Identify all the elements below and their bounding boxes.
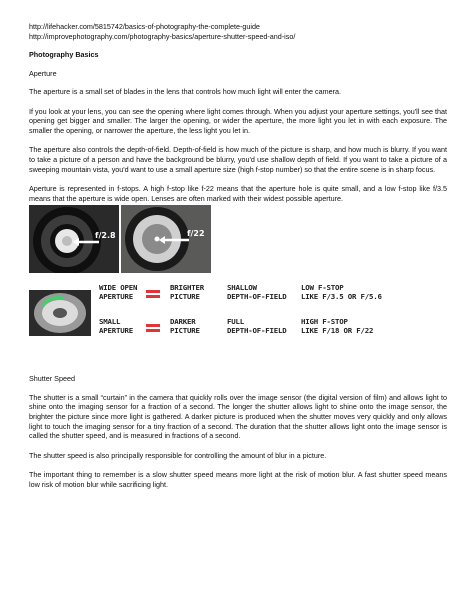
document-page: [29, 22, 447, 490]
aperture-comparison-chart: [29, 282, 447, 352]
equals-sign-1-top: [146, 290, 160, 293]
row1-col-b: BRIGHTER PICTURE: [170, 283, 204, 301]
row2-col-b: DARKER PICTURE: [170, 317, 200, 335]
page-heading: Photography Basics: [29, 50, 99, 59]
aperture-paragraph-4: Aperture is represented in f-stops. A high f-stop like f-22 means that the aperture hole is quite small, and a low f-stop like f/3.5 means that the aperture is wide open. Lenses are often marked with their widest possible aperture.: [29, 184, 447, 203]
shutter-title: Shutter Speed: [29, 374, 75, 384]
row1-col-a: WIDE OPEN APERTURE: [99, 283, 138, 301]
equals-sign-2-bottom: [146, 329, 160, 332]
aperture-paragraph-1: The aperture is a small set of blades in the lens that controls how much light will enter the camera.: [29, 87, 342, 96]
source-link-1[interactable]: http://lifehacker.com/5815742/basics-of-photography-the-complete-guide: [29, 22, 260, 31]
lens-photo-wide: [29, 205, 119, 273]
lens-photo-narrow: [121, 205, 211, 273]
label-f2-8: f/2.8: [95, 231, 116, 241]
equals-sign-1-bottom: [146, 295, 160, 298]
aperture-blades-photo: [29, 290, 91, 336]
shutter-paragraph-2: The shutter speed is also principally responsible for controlling the amount of blur in a picture.: [29, 450, 327, 460]
equals-sign-2-top: [146, 324, 160, 327]
row1-col-c: SHALLOW DEPTH-OF-FIELD: [227, 283, 287, 301]
row1-col-d: LOW F-STOP LIKE F/3.5 OR F/5.6: [301, 283, 382, 301]
shutter-paragraph-1: The shutter is a small “curtain” in the camera that quickly rolls over the image sensor (the digital version of film) and allows light to shine onto the imaging sensor for a fraction of a second. The longer the shutter allows light to shine onto the image sensor, the brighter the picture since more light is gathered. A darker picture is produced when the shutter moves very quickly and only allows light to touch the imaging sensor for a tiny fraction of a second. The duration that the shutter allows light onto the image sensor is called the shutter speed, and is measured in fractions of a second.: [29, 392, 447, 441]
label-f22: f/22: [187, 229, 205, 239]
row2-col-d: HIGH F-STOP LIKE F/18 OR F/22: [301, 317, 374, 335]
source-link-2[interactable]: http://improvephotography.com/photography-basics/aperture-shutter-speed-and-iso/: [29, 31, 296, 41]
aperture-title: Aperture: [29, 68, 57, 78]
row2-col-c: FULL DEPTH-OF-FIELD: [227, 317, 287, 335]
aperture-paragraph-3: The aperture also controls the depth-of-field. Depth-of-field is how much of the picture is sharp, and how much is blurry. If you want to take a picture of a person and have the background be blurry, you'd use shallow depth of field. If you want to take a picture of a sweeping mountain vista, you'd want to use a small aperture size (high f-stop number) so that the entire scene is in sharp focus.: [29, 145, 447, 174]
row2-col-a: SMALL APERTURE: [99, 317, 133, 335]
shutter-paragraph-3: The important thing to remember is a slow shutter speed means more light at the risk of motion blur. A fast shutter speed means low risk of motion blur while sacrificing light.: [29, 470, 447, 489]
aperture-paragraph-2: If you look at your lens, you can see the opening where light comes through. When you adjust your aperture settings, you'll see that opening get bigger and smaller. The larger the opening, or wider the aperture, the more light you let in with each exposure. The smaller the opening, or narrower the aperture, the less light you let in.: [29, 106, 447, 135]
lens-photos: [29, 205, 447, 277]
